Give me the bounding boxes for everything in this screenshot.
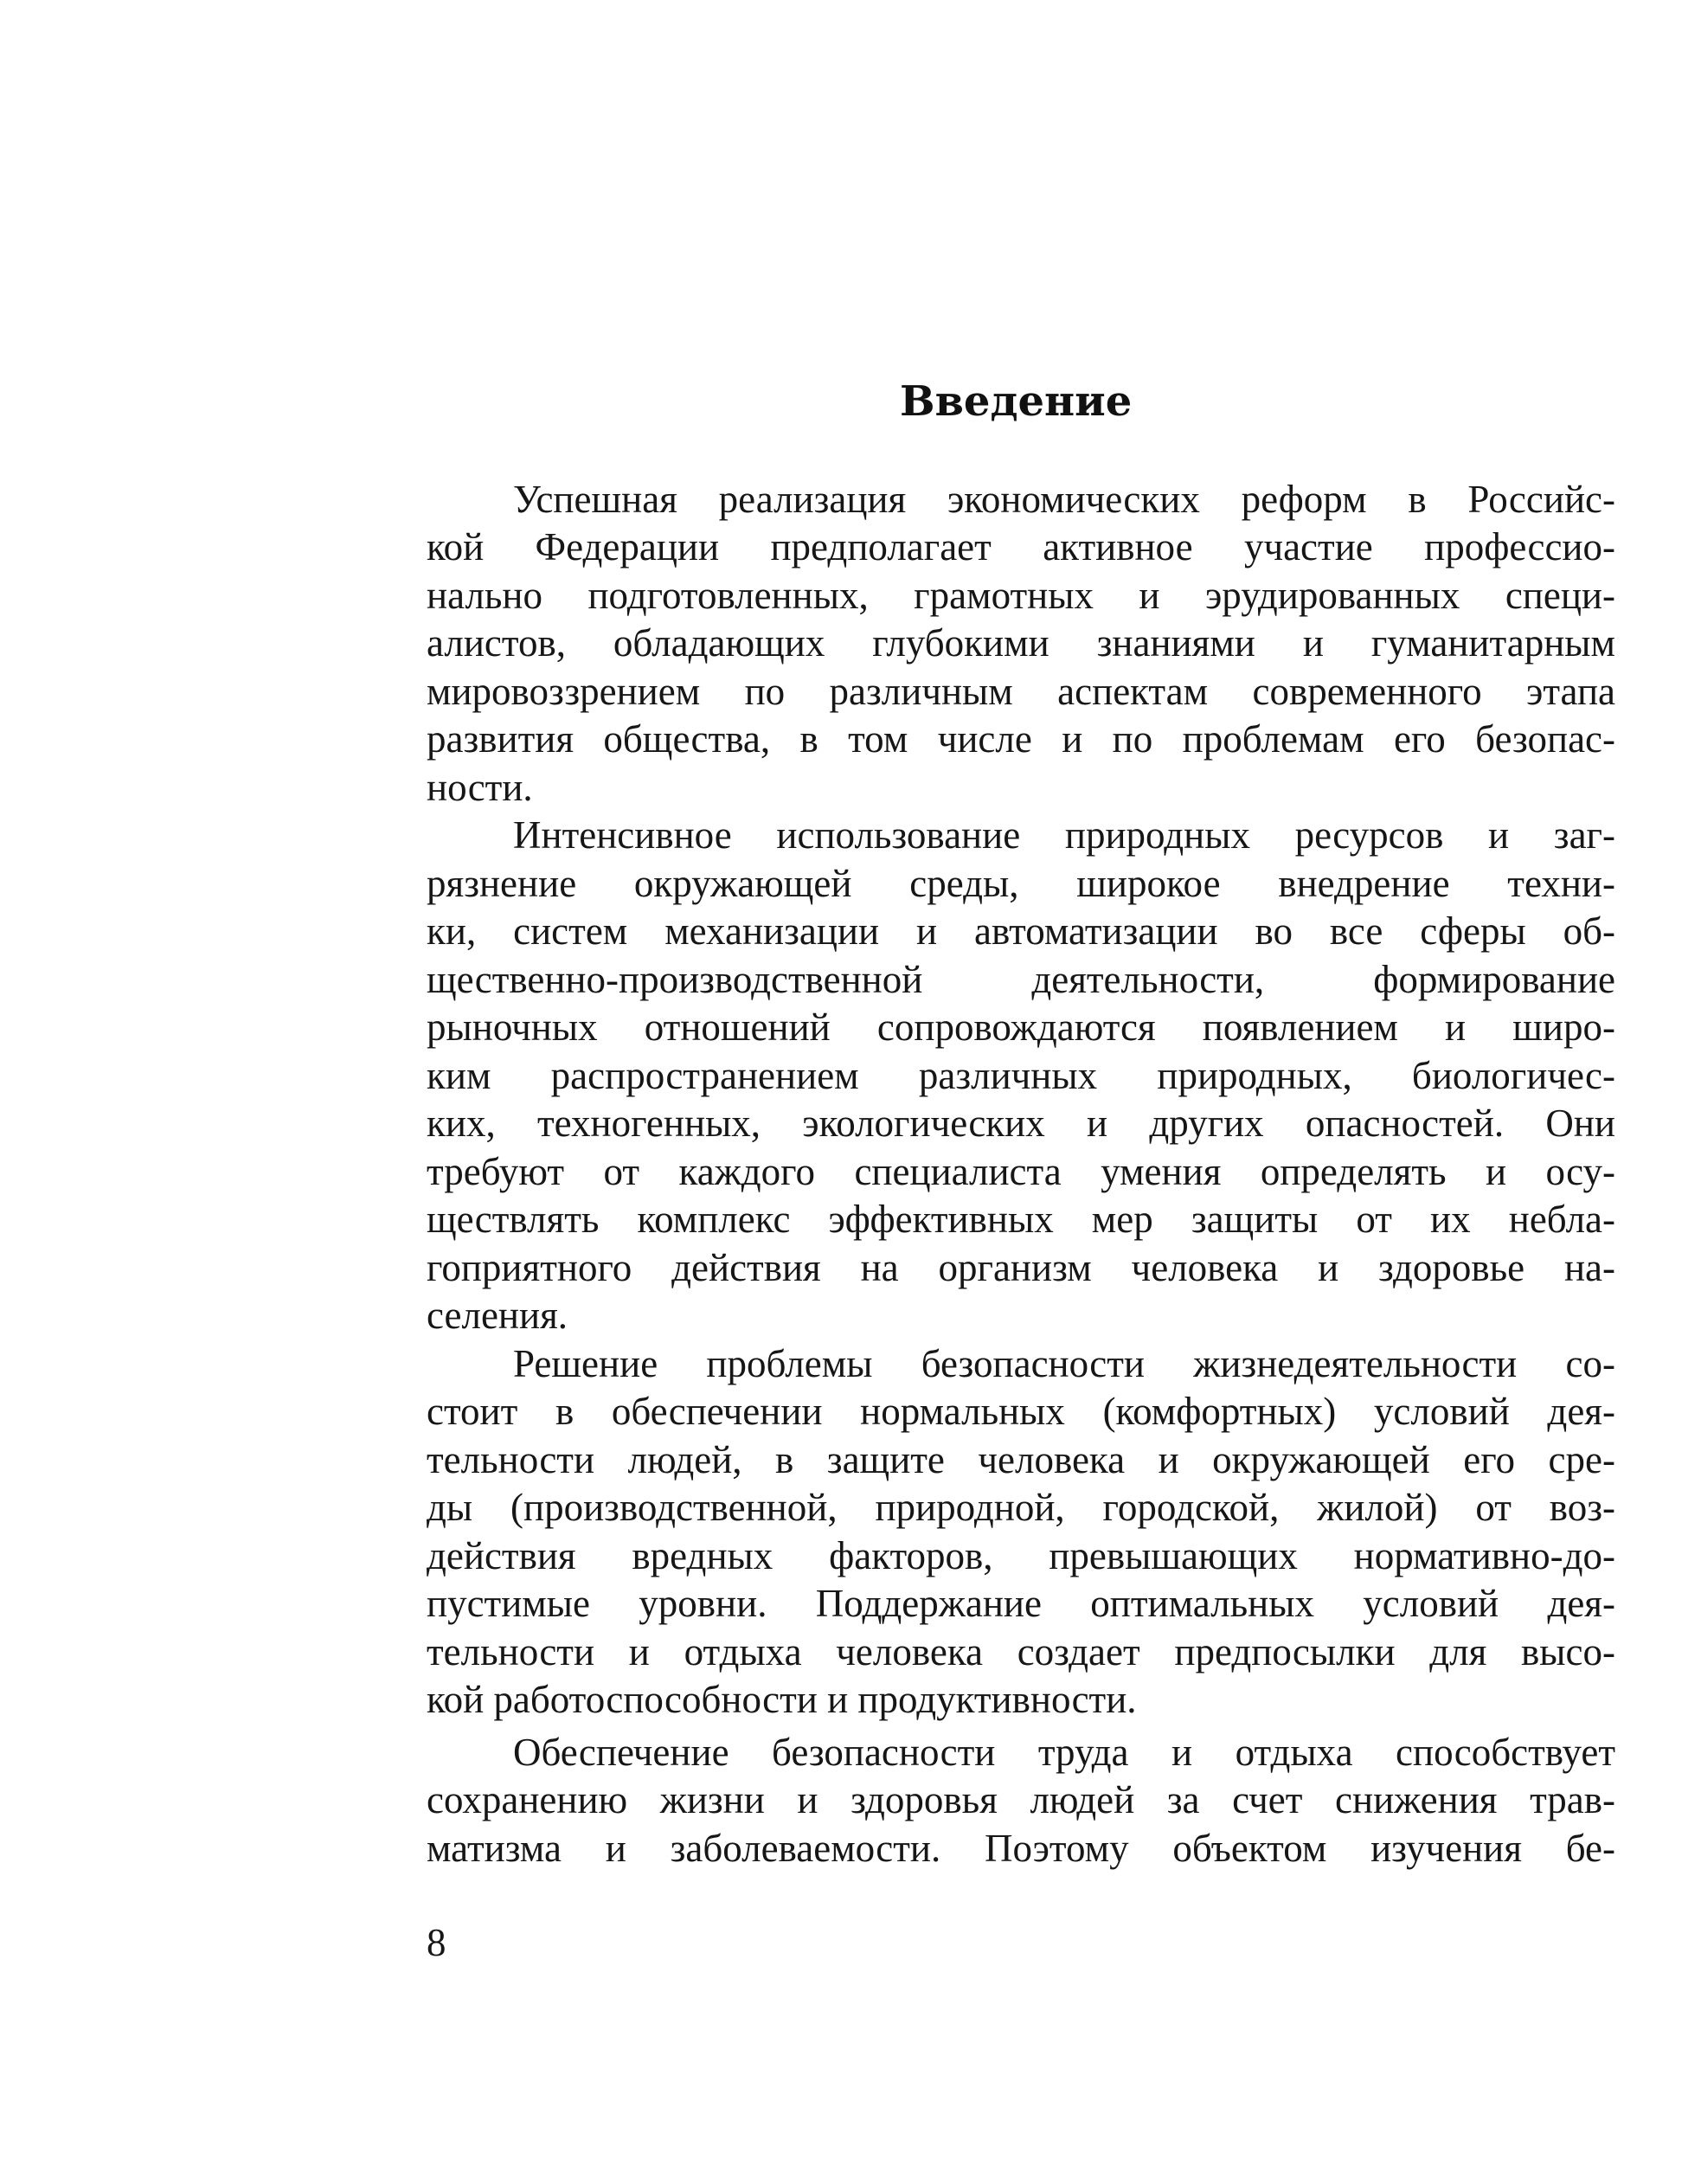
text-line: ких, техногенных, экологических и других опасностей. Они — [427, 1102, 1615, 1145]
text-line: сохранению жизни и здоровья людей за счет снижения трав- — [427, 1778, 1615, 1821]
text-line: пустимые уровни. Поддержание оптимальных условий дея- — [427, 1582, 1615, 1625]
text-line: нально подготовленных, грамотных и эрудированных специ- — [427, 574, 1615, 617]
text-line: развития общества, в том числе и по проблемам его безопас- — [427, 717, 1615, 761]
text-line: Обеспечение безопасности труда и отдыха способствует — [513, 1731, 1615, 1774]
text-line: гоприятного действия на организм человека и здоровье на- — [427, 1246, 1615, 1289]
text-line: рязнение окружающей среды, широкое внедрение техни- — [427, 862, 1615, 905]
text-line: ким распространением различных природных, биологичес- — [427, 1054, 1615, 1097]
page-number: 8 — [427, 1921, 446, 1964]
text-line: действия вредных факторов, превышающих нормативно-до- — [427, 1534, 1615, 1577]
text-line: рыночных отношений сопровождаются появлением и широ- — [427, 1005, 1615, 1049]
text-line: алистов, обладающих глубокими знаниями и гуманитарным — [427, 621, 1615, 665]
text-line: Успешная реализация экономических реформ в Российс- — [513, 478, 1615, 521]
text-line: Решение проблемы безопасности жизнедеятельности со- — [513, 1342, 1615, 1385]
text-line: ды (производственной, природной, городской, жилой) от воз- — [427, 1486, 1615, 1529]
text-line: мировоззрением по различным аспектам современного этапа — [427, 670, 1615, 713]
text-line: матизма и заболеваемости. Поэтому объектом изучения бе- — [427, 1827, 1615, 1870]
text-line: кой работоспособности и продуктивности. — [427, 1678, 1137, 1721]
text-line: тельности людей, в защите человека и окружающей его сре- — [427, 1438, 1615, 1481]
text-line: ности. — [427, 766, 533, 809]
text-line: кой Федерации предполагает активное участие профессио- — [427, 525, 1615, 568]
text-line: тельности и отдыха человека создает предпосылки для высо- — [427, 1630, 1615, 1673]
text-line: ществлять комплекс эффективных мер защиты от их небла- — [427, 1198, 1615, 1241]
section-heading: Введение — [900, 377, 1133, 426]
text-line: щественно-производственной деятельности, формирование — [427, 958, 1615, 1001]
text-line: селения. — [427, 1294, 568, 1337]
text-line: стоит в обеспечении нормальных (комфортных) условий дея- — [427, 1390, 1615, 1433]
text-line: Интенсивное использование природных ресурсов и заг- — [513, 813, 1615, 857]
text-line: требуют от каждого специалиста умения определять и осу- — [427, 1150, 1615, 1193]
text-line: ки, систем механизации и автоматизации во все сферы об- — [427, 909, 1615, 953]
